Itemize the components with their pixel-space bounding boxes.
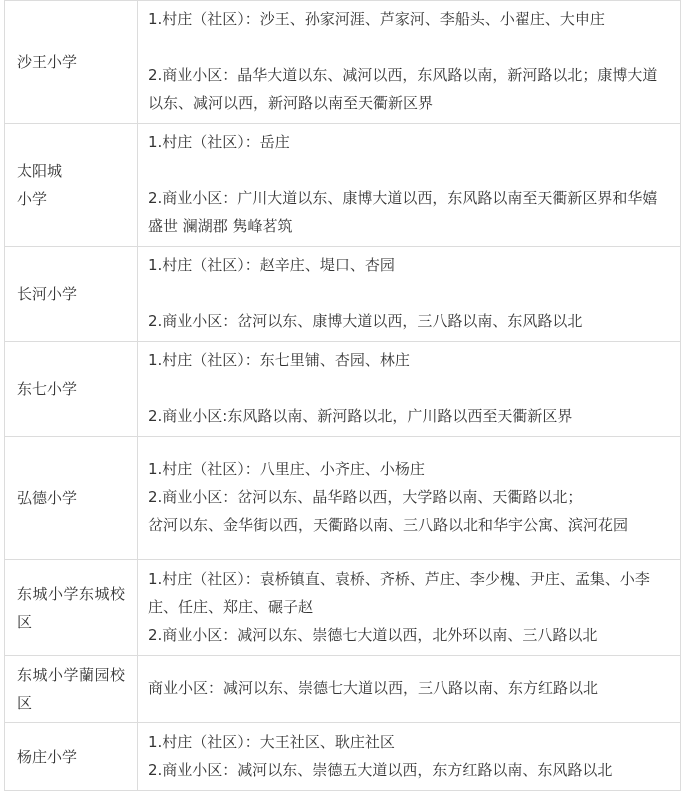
blank-line [148,33,670,61]
school-name: 弘德小学 [17,489,78,507]
school-name: 杨庄小学 [17,747,78,766]
district-line: 2.商业小区:东风路以南、新河路以北，广川路以西至天衢新区界 [148,407,573,425]
school-name: 沙王小学 [17,53,78,71]
table-row [5,656,681,723]
district-line: 1.村庄（社区）：沙王、孙家河涯、芦家河、李船头、小翟庄、大申庄 [148,10,605,28]
blank-line [148,374,670,402]
school-name: 长河小学 [17,285,78,303]
table-row [5,1,681,124]
district-cell [138,437,681,560]
school-name-cell [5,656,138,723]
district-line: 2.商业小区：岔河以东、晶华路以西，大学路以南、天衢路以北； [148,488,583,506]
table-row [5,560,681,656]
district-line: 2.商业小区：岔河以东、康博大道以西，三八路以南、东风路以北 [148,312,583,330]
table-row [5,342,681,437]
district-cell [138,247,681,342]
district-line: 1.村庄（社区）：赵辛庄、堤口、杏园 [148,256,395,274]
school-name: 东城小学蘭园校区 [17,666,125,712]
district-cell [138,124,681,247]
district-cell [138,723,681,791]
school-name: 东七小学 [17,380,78,398]
school-district-table [4,0,681,791]
district-line: 2.商业小区：广川大道以东、康博大道以西，东风路以南至天衢新区界和华嬉盛世 澜湖郡 隽峰茗筑 [148,189,658,235]
school-name-part: 太阳城 [17,162,63,180]
blank-line [148,156,670,184]
blank-line [148,279,670,307]
school-name-part: 小学 [17,190,48,208]
school-name-cell [5,560,138,656]
district-line: 2.商业小区：减河以东、崇德七大道以西，北外环以南、三八路以北 [148,625,598,644]
district-line: 1.村庄（社区）：大王社区、耿庄社区 [148,732,395,751]
school-name-cell [5,124,138,247]
table-row [5,723,681,791]
table-row [5,437,681,560]
district-line: 1.村庄（社区）：八里庄、小齐庄、小杨庄 [148,460,425,478]
school-name: 东城小学东城校区 [17,584,125,631]
school-name-cell [5,247,138,342]
district-line: 1.村庄（社区）：东七里铺、杏园、林庄 [148,351,410,369]
school-name-cell [5,1,138,124]
district-line: 2.商业小区：晶华大道以东、减河以西，东风路以南，新河路以北；康博大道以东、减河以西，新河路以南至天衢新区界 [148,66,658,112]
table-row [5,124,681,247]
district-line: 1.村庄（社区）：袁桥镇直、袁桥、齐桥、芦庄、李少槐、尹庄、孟集、小李庄、任庄、郑庄、碾子赵 [148,569,650,616]
district-line: 1.村庄（社区）：岳庄 [148,133,290,151]
school-name-cell [5,723,138,791]
district-cell [138,656,681,723]
district-line: 岔河以东、金华街以西，天衢路以南、三八路以北和华宇公寓、滨河花园 [148,516,629,534]
district-line: 商业小区：减河以东、崇德七大道以西，三八路以南、东方红路以北 [148,679,599,697]
table-row [5,247,681,342]
district-cell [138,560,681,656]
school-name-cell [5,437,138,560]
district-cell [138,1,681,124]
district-line: 2.商业小区：减河以东、崇德五大道以西，东方红路以南、东风路以北 [148,760,613,779]
district-cell [138,342,681,437]
school-name-cell [5,342,138,437]
